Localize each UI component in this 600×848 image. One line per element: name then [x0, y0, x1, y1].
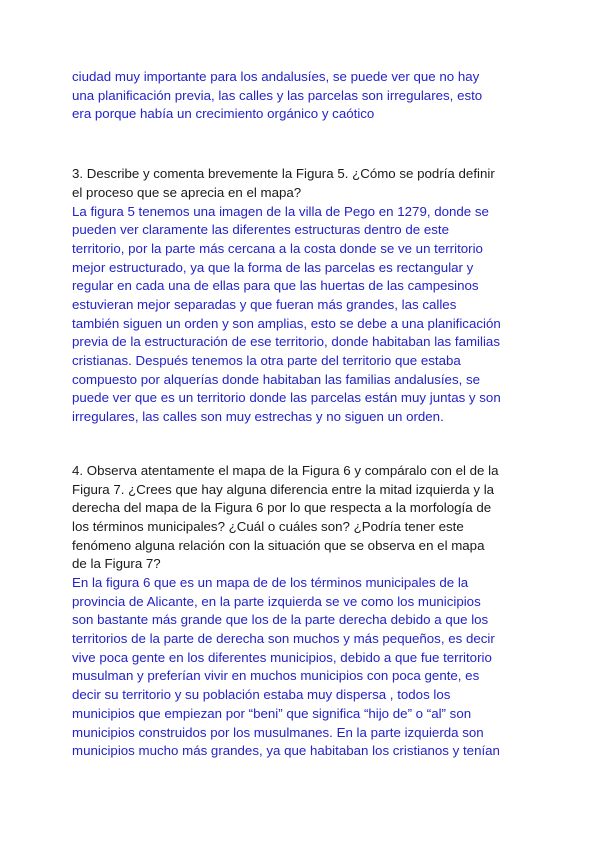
answer-line: municipios construidos por los musulmanes. En la parte izquierda son	[72, 724, 484, 740]
question-line: 4. Observa atentamente el mapa de la Figura 6 y compáralo con el de la	[72, 463, 499, 478]
question-line: derecha del mapa de la Figura 6 por lo que respecta a la morfología de	[72, 500, 492, 516]
answer-line: provincia de Alicante, en la parte izquierda se ve como los municipios	[72, 593, 481, 609]
answer-line: irregulares, las calles son muy estrechas y no siguen un orden.	[72, 409, 444, 425]
answer-line: una planificación previa, las calles y las parcelas son irregulares, esto	[72, 87, 483, 103]
answer-line: era porque había un crecimiento orgánico y caótico	[72, 106, 375, 122]
question-3-answer	[72, 203, 534, 427]
answer-line: municipios que empiezan por “beni” que significa “hijo de” o “al” son	[72, 705, 472, 721]
answer-line: también siguen un orden y son amplias, esto se debe a una planificación	[72, 315, 501, 331]
question-line: los términos municipales? ¿Cuál o cuáles son? ¿Podría tener este	[72, 519, 464, 535]
question-3-text	[72, 165, 534, 202]
answer-line: mejor estructurado, ya que la forma de las parcelas es rectangular y	[72, 259, 474, 275]
answer-line: territorios de la parte de derecha son muchos y más pequeños, es decir	[72, 631, 495, 647]
question-line: fenómeno alguna relación con la situación que se observa en el mapa	[72, 537, 485, 553]
answer-line: son bastante más grande que los de la parte derecha debido a que los	[72, 612, 489, 628]
answer-line: cristianas. Después tenemos la otra parte del territorio que estaba	[72, 353, 461, 368]
answer-line: decir su territorio y su población estaba muy dispersa , todos los	[72, 687, 451, 703]
question-line: de la Figura 7?	[72, 556, 161, 572]
answer-line: La figura 5 tenemos una imagen de la villa de Pego en 1279, donde se	[72, 203, 489, 219]
answer-line: regular en cada una de ellas para que las huertas de las campesinos	[72, 278, 479, 294]
answer-line: puede ver que es un territorio donde las parcelas están muy juntas y son	[72, 390, 501, 406]
answer-line: pueden ver claramente las diferentes estructuras dentro de este	[72, 222, 449, 238]
question-line: Figura 7. ¿Crees que hay alguna diferencia entre la mitad izquierda y la	[72, 481, 495, 497]
answer-line: municipios mucho más grandes, ya que habitaban los cristianos y tenían	[72, 743, 500, 759]
answer-line: territorio, por la parte más cercana a la costa donde se ve un territorio	[72, 240, 483, 256]
answer-line: vive poca gente en los diferentes municipios, debido a que fue territorio	[72, 649, 492, 665]
answer-line: estuvieran mejor separadas y que fueran más grandes, las calles	[72, 296, 457, 312]
intro-answer	[72, 68, 534, 124]
answer-line: previa de la estructuración de ese territorio, donde habitaban las familias	[72, 334, 500, 350]
answer-line: compuesto por alquerías donde habitaban las familias andalusíes, se	[72, 371, 481, 387]
question-4-text	[72, 462, 534, 574]
answer-line: musulman y preferían vivir en muchos municipios con poca gente, es	[72, 668, 480, 684]
question-line: el proceso que se aprecia en el mapa?	[72, 184, 302, 200]
question-4-answer	[72, 574, 534, 761]
answer-line: ciudad muy importante para los andalusíes, se puede ver que no hay	[72, 69, 480, 84]
question-line: 3. Describe y comenta brevemente la Figura 5. ¿Cómo se podría definir	[72, 166, 495, 181]
answer-line: En la figura 6 que es un mapa de de los términos municipales de la	[72, 575, 469, 590]
